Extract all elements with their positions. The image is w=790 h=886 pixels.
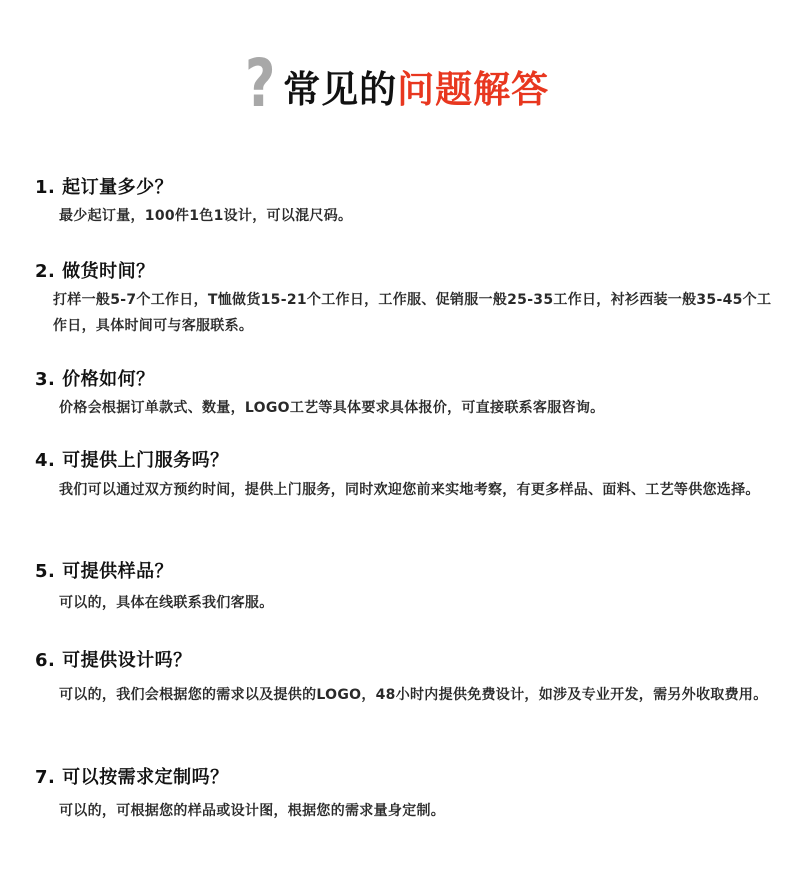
question-mark-icon: ? xyxy=(244,45,276,122)
faq-answer-3: 价格会根据订单款式、数量，LOGO工艺等具体要求具体报价，可直接联系客服咨询。 xyxy=(59,400,605,416)
faq-question-6: 6. 可提供设计吗？ xyxy=(35,650,192,671)
faq-question-7: 7. 可以按需求定制吗？ xyxy=(35,767,229,788)
faq-answer-1: 最少起订量，100件1色1设计，可以混尺码。 xyxy=(59,208,353,224)
page-header xyxy=(0,46,790,126)
faq-question-2: 2. 做货时间？ xyxy=(35,261,155,282)
faq-question-4: 4. 可提供上门服务吗？ xyxy=(35,450,229,471)
faq-question-5: 5. 可提供样品？ xyxy=(35,561,174,582)
faq-answer-6: 可以的，我们会根据您的需求以及提供的LOGO，48小时内提供免费设计，如涉及专业开发，需另外收取费用。 xyxy=(59,687,768,703)
page-title-prefix: 常见的 xyxy=(283,68,398,111)
faq-answer-5: 可以的，具体在线联系我们客服。 xyxy=(59,595,274,611)
faq-question-3: 3. 价格如何？ xyxy=(35,369,155,390)
faq-question-1: 1. 起订量多少？ xyxy=(35,177,174,198)
faq-answer-4: 我们可以通过双方预约时间，提供上门服务，同时欢迎您前来实地考察，有更多样品、面料、工艺等供您选择。 xyxy=(59,482,760,498)
page-title-highlight: 问题解答 xyxy=(397,68,550,111)
faq-answer-2: 打样一般5-7个工作日，T恤做货15-21个工作日，工作服、促销服一般25-35工作日，衬衫西装一般35-45个工作日，具体时间可与客服联系。 xyxy=(53,292,772,334)
faq-answer-7: 可以的，可根据您的样品或设计图，根据您的需求量身定制。 xyxy=(59,803,446,819)
